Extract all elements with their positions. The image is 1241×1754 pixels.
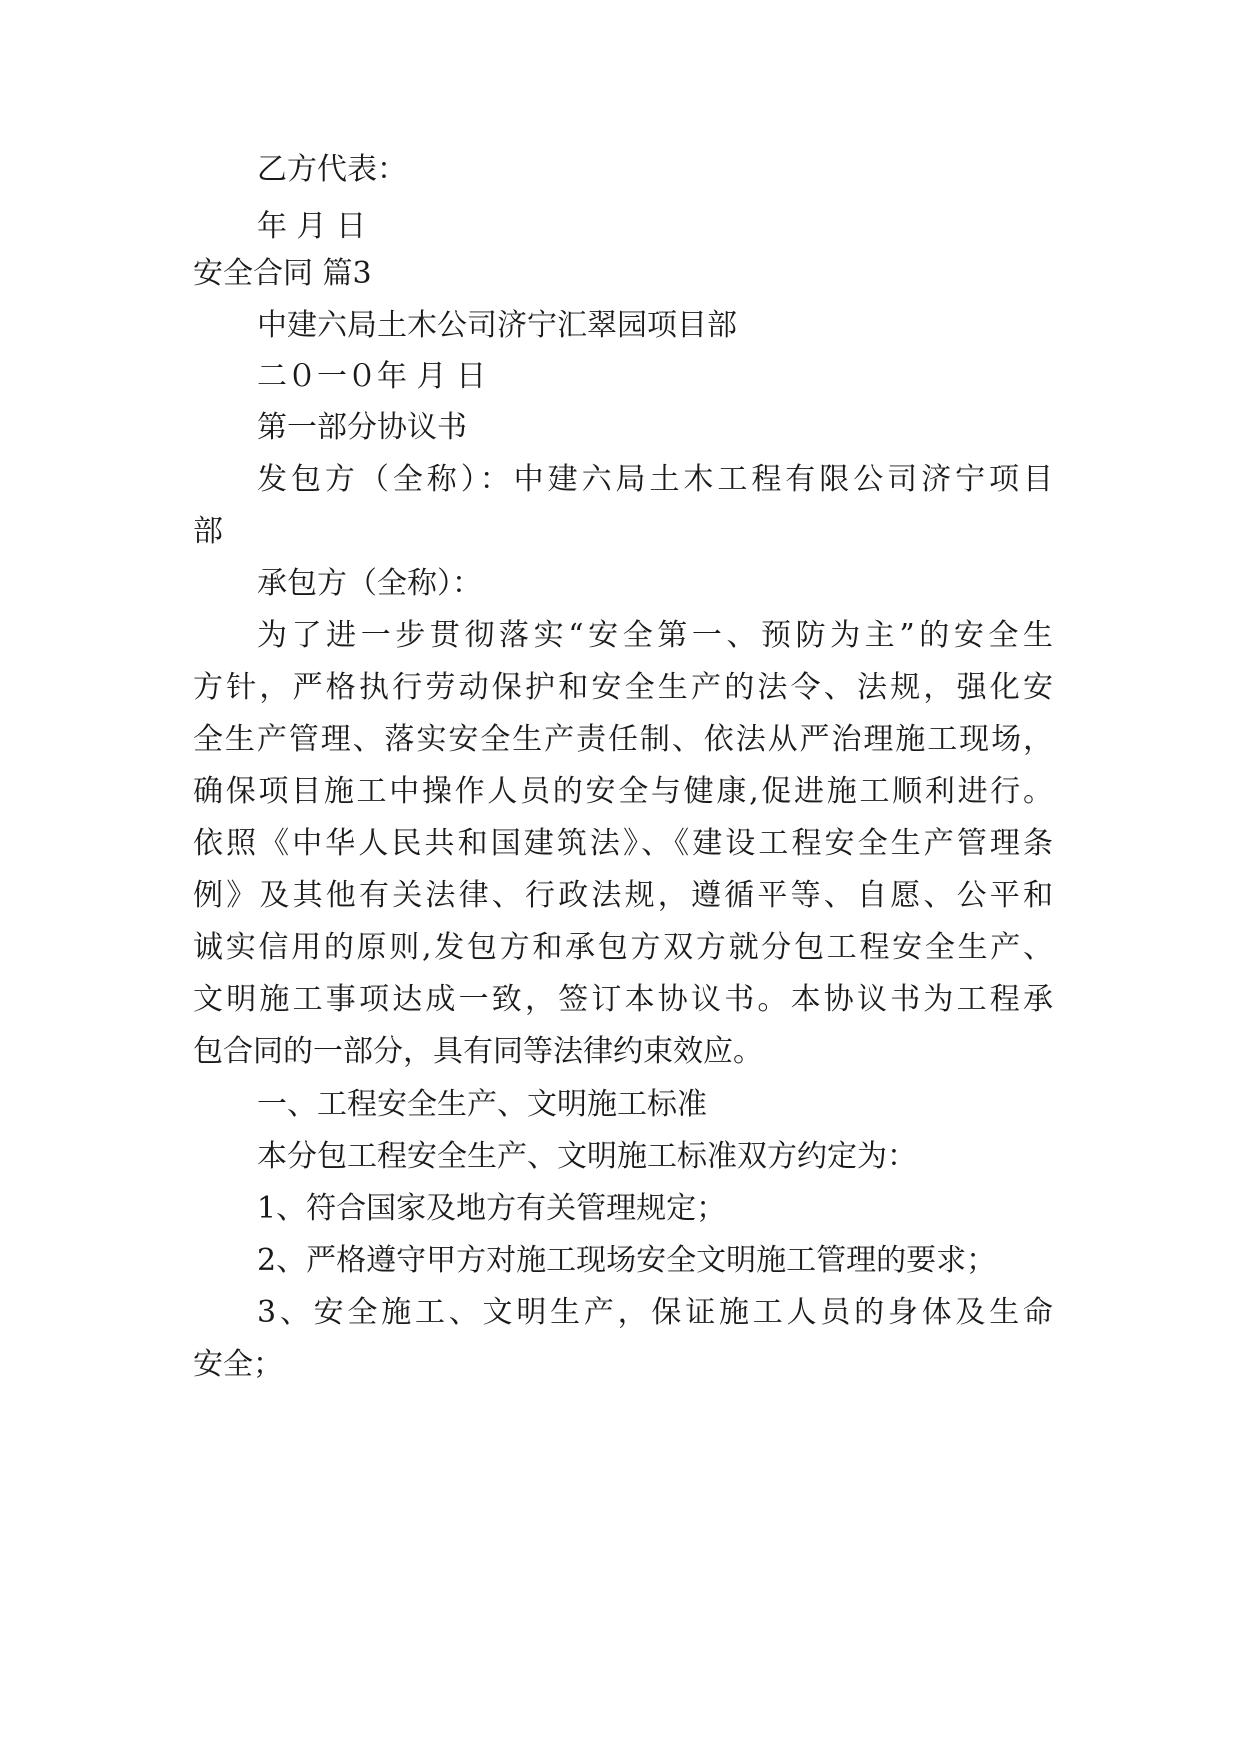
text-line: 文明施工事项达成一致，签订本协议书。本协议书为工程承 bbox=[193, 982, 1053, 1017]
text-line: 乙方代表： bbox=[257, 152, 407, 187]
text-line: 全生产管理、落实安全生产责任制、依法从严治理施工现场， bbox=[193, 722, 1053, 757]
text-line: 安全； bbox=[193, 1347, 283, 1382]
text-line: 诚实信用的原则,发包方和承包方双方就分包工程安全生产、 bbox=[193, 930, 1053, 965]
text-line: 本分包工程安全生产、文明施工标准双方约定为： bbox=[257, 1139, 917, 1174]
text-line: 确保项目施工中操作人员的安全与健康,促进施工顺利进行。 bbox=[193, 774, 1053, 809]
text-line: 承包方（全称）： bbox=[257, 566, 482, 601]
text-line: 中建六局土木公司济宁汇翠园项目部 bbox=[257, 308, 737, 343]
text-line: 方针，严格执行劳动保护和安全生产的法令、法规，强化安 bbox=[193, 670, 1053, 705]
section-heading: 安全合同 篇3 bbox=[193, 256, 372, 291]
text-line: 部 bbox=[193, 514, 223, 549]
text-line: 3、安全施工、文明生产，保证施工人员的身体及生命 bbox=[257, 1295, 1053, 1330]
text-line: 第一部分协议书 bbox=[257, 410, 467, 445]
text-line: 为了进一步贯彻落实“安全第一、预防为主”的安全生 bbox=[257, 618, 1053, 653]
text-line: 依照《中华人民共和国建筑法》、《建设工程安全生产管理条 bbox=[193, 826, 1053, 861]
text-line: 1、符合国家及地方有关管理规定； bbox=[257, 1191, 727, 1226]
text-line: 年 月 日 bbox=[257, 209, 367, 244]
text-line: 一、工程安全生产、文明施工标准 bbox=[257, 1087, 707, 1122]
text-line: 例》及其他有关法律、行政法规，遵循平等、自愿、公平和 bbox=[193, 878, 1053, 913]
text-line: 发包方（全称）：中建六局土木工程有限公司济宁项目 bbox=[257, 462, 1053, 497]
text-line: 二０一０年 月 日 bbox=[257, 359, 487, 394]
text-line: 2、严格遵守甲方对施工现场安全文明施工管理的要求； bbox=[257, 1243, 997, 1278]
text-line: 包合同的一部分，具有同等法律约束效应。 bbox=[193, 1034, 763, 1069]
